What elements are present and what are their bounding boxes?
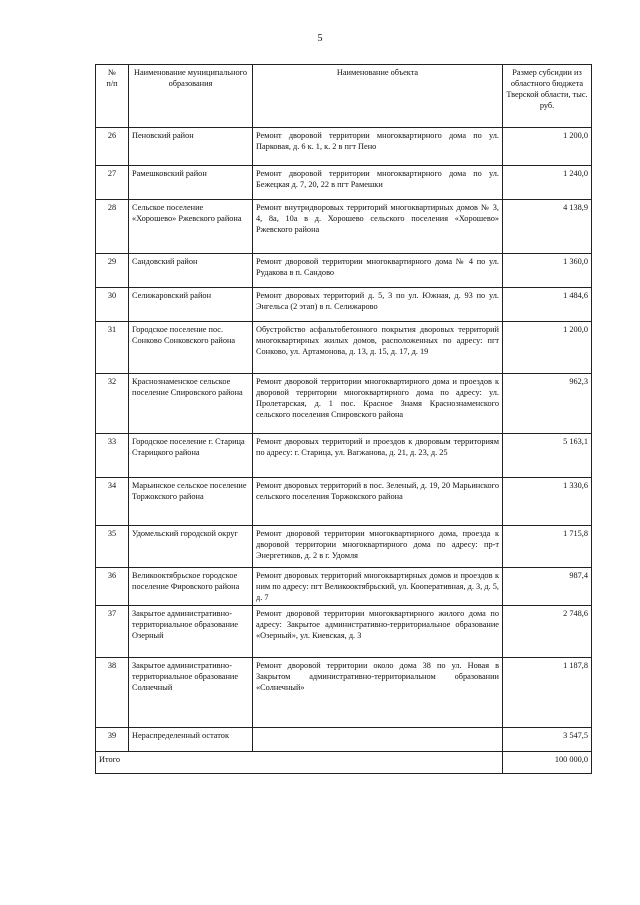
subsidy-table: [95, 64, 592, 774]
table-row: [96, 568, 592, 606]
row-object: Ремонт дворовой территории многоквартирного дома по ул. Парковая, д. 6 к. 1, к. 2 в пгт Пено: [253, 128, 503, 166]
row-num: 35: [96, 526, 129, 568]
row-object: Ремонт дворовой территории многоквартирного дома по ул. Бежецкая д. 7, 20, 22 в пгт Рамешки: [253, 166, 503, 200]
row-num: 34: [96, 478, 129, 526]
table-row: [96, 526, 592, 568]
row-object: Ремонт дворовых территорий в пос. Зеленый, д. 19, 20 Марьинского сельского поселения Торжокского района: [253, 478, 503, 526]
row-amount: 2 748,6: [503, 606, 592, 658]
row-amount: 962,3: [503, 374, 592, 434]
row-municipality: Сандовский район: [129, 254, 253, 288]
row-object: Ремонт дворовой территории многоквартирного дома, проезда к дворовой территории многоквартирного дома по адресу: пр-т Энергетиков, д. 2 в г. Удомля: [253, 526, 503, 568]
row-num: 33: [96, 434, 129, 478]
table-row: [96, 166, 592, 200]
table-row: [96, 322, 592, 374]
row-amount: 1 360,0: [503, 254, 592, 288]
table-row: [96, 478, 592, 526]
row-municipality: Городское поселение г. Старица Старицкого района: [129, 434, 253, 478]
table-row: [96, 254, 592, 288]
row-municipality: Закрытое административно-территориальное образование Озерный: [129, 606, 253, 658]
row-object: Ремонт внутридворовых территорий многоквартирных домов № 3, 4, 8а, 10а в д. Хорошево сельского поселения «Хорошево» Ржевского района: [253, 200, 503, 254]
row-num: 31: [96, 322, 129, 374]
row-municipality: Закрытое административно-территориальное образование Солнечный: [129, 658, 253, 728]
row-amount: 4 138,9: [503, 200, 592, 254]
table-header-row: [96, 65, 592, 128]
header-amount: Размер субсидии из областного бюджета Тверской области, тыс. руб.: [503, 65, 592, 128]
row-municipality: Марьинское сельское поселение Торжокского района: [129, 478, 253, 526]
row-municipality: Городское поселение пос. Сонково Сонковского района: [129, 322, 253, 374]
table-row: [96, 728, 592, 752]
row-num: 36: [96, 568, 129, 606]
header-num: [96, 65, 129, 128]
table-row: [96, 606, 592, 658]
page-number: 5: [317, 33, 323, 44]
row-num: 32: [96, 374, 129, 434]
row-amount: 3 547,5: [503, 728, 592, 752]
table-row: [96, 374, 592, 434]
row-municipality: Пеновский район: [129, 128, 253, 166]
row-amount: 1 200,0: [503, 128, 592, 166]
total-amount: 100 000,0: [503, 752, 592, 774]
row-object: Ремонт дворовой территории около дома 38 по ул. Новая в Закрытом административно-территориальном образовании «Солнечный»: [253, 658, 503, 728]
row-municipality: Нераспределенный остаток: [129, 728, 253, 752]
row-amount: 1 240,0: [503, 166, 592, 200]
table-row: [96, 434, 592, 478]
row-municipality: Удомельский городской округ: [129, 526, 253, 568]
header-object: Наименование объекта: [253, 65, 503, 128]
row-num: 37: [96, 606, 129, 658]
table-row: [96, 658, 592, 728]
row-object: Ремонт дворовых территорий д. 5, 3 по ул. Южная, д. 93 по ул. Энгельса (2 этап) в п. Селижарово: [253, 288, 503, 322]
row-num: 30: [96, 288, 129, 322]
row-num: 26: [96, 128, 129, 166]
row-amount: 987,4: [503, 568, 592, 606]
row-object: Ремонт дворовой территории многоквартирного дома и проездов к дворовой территории многоквартирного дома по адресу: ул. Пролетарская, д. 1 пос. Красное Знамя Краснознаменского сельского поселения Спировского района: [253, 374, 503, 434]
row-amount: 1 715,8: [503, 526, 592, 568]
header-num-symbol: №: [108, 68, 116, 77]
row-amount: 1 484,6: [503, 288, 592, 322]
row-amount: 1 200,0: [503, 322, 592, 374]
total-label: Итого: [96, 752, 503, 774]
header-municipality: Наименование муниципального образования: [129, 65, 253, 128]
row-num: 29: [96, 254, 129, 288]
table-row: [96, 128, 592, 166]
row-municipality: Рамешковский район: [129, 166, 253, 200]
row-municipality: Селижаровский район: [129, 288, 253, 322]
header-num-text: п/п: [106, 79, 118, 88]
row-object: Ремонт дворовых территорий и проездов к дворовым территориям по адресу: г. Старица, ул. Вагжанова, д. 21, д. 23, д. 25: [253, 434, 503, 478]
row-num: 38: [96, 658, 129, 728]
row-amount: 5 163,1: [503, 434, 592, 478]
row-amount: 1 187,8: [503, 658, 592, 728]
row-municipality: Сельское поселение «Хорошево» Ржевского района: [129, 200, 253, 254]
row-num: 39: [96, 728, 129, 752]
row-object: Ремонт дворовой территории многоквартирного дома № 4 по ул. Рудакова в п. Сандово: [253, 254, 503, 288]
row-object: [253, 728, 503, 752]
row-amount: 1 330,6: [503, 478, 592, 526]
total-row: [96, 752, 592, 774]
row-municipality: Краснознаменское сельское поселение Спировского района: [129, 374, 253, 434]
row-object: Ремонт дворовых территорий многоквартирных домов и проездов к ним по адресу: пгт Великооктябрьский, ул. Кооперативная, д. 3, д. 5, д. 7: [253, 568, 503, 606]
table-row: [96, 200, 592, 254]
row-num: 28: [96, 200, 129, 254]
row-municipality: Великооктябрьское городское поселение Фировского района: [129, 568, 253, 606]
row-num: 27: [96, 166, 129, 200]
row-object: Ремонт дворовой территории многоквартирного жилого дома по адресу: Закрытое административно-территориальное образование «Озерный», ул. Киевская, д. 3: [253, 606, 503, 658]
table-row: [96, 288, 592, 322]
row-object: Обустройство асфальтобетонного покрытия дворовых территорий многоквартирных жилых домов, расположенных по адресу: пгт Сонково, ул. Артамонова, д. 13, д. 15, д. 17, д. 19: [253, 322, 503, 374]
